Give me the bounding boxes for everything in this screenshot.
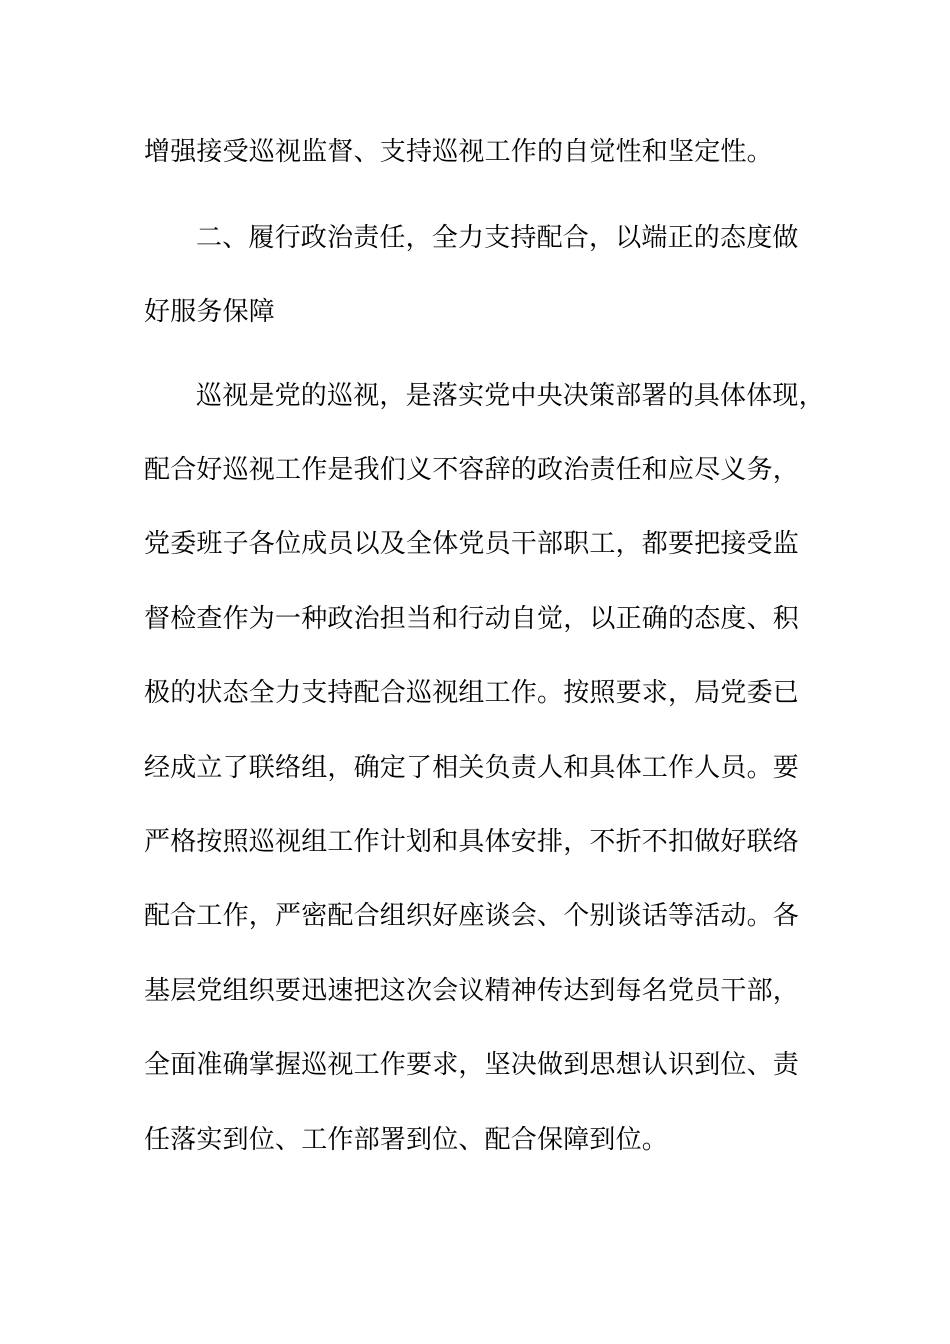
section-heading-line: 二、履行政治责任，全力支持配合，以端正的态度做 (196, 223, 799, 253)
paragraph-line: 配合好巡视工作是我们义不容辞的政治责任和应尽义务， (144, 455, 800, 485)
paragraph-line: 经成立了联络组，确定了相关负责人和具体工作人员。要 (144, 753, 800, 783)
paragraph-line: 巡视是党的巡视，是落实党中央决策部署的具体体现， (196, 381, 825, 411)
section-heading-line: 好服务保障 (144, 297, 276, 327)
paragraph-line: 全面准确掌握巡视工作要求，坚决做到思想认识到位、责 (144, 1050, 800, 1080)
paragraph-line: 任落实到位、工作部署到位、配合保障到位。 (144, 1125, 669, 1155)
paragraph-line: 增强接受巡视监督、支持巡视工作的自觉性和坚定性。 (144, 137, 773, 167)
paragraph-line: 严格按照巡视组工作计划和具体安排，不折不扣做好联络 (144, 827, 800, 857)
paragraph-line: 基层党组织要迅速把这次会议精神传达到每名党员干部， (144, 976, 800, 1006)
paragraph-line: 极的状态全力支持配合巡视组工作。按照要求，局党委已 (144, 678, 800, 708)
paragraph-line: 配合工作，严密配合组织好座谈会、个别谈话等活动。各 (144, 901, 800, 931)
paragraph-line: 督检查作为一种政治担当和行动自觉，以正确的态度、积 (144, 604, 800, 634)
paragraph-line: 党委班子各位成员以及全体党员干部职工，都要把接受监 (144, 529, 800, 559)
